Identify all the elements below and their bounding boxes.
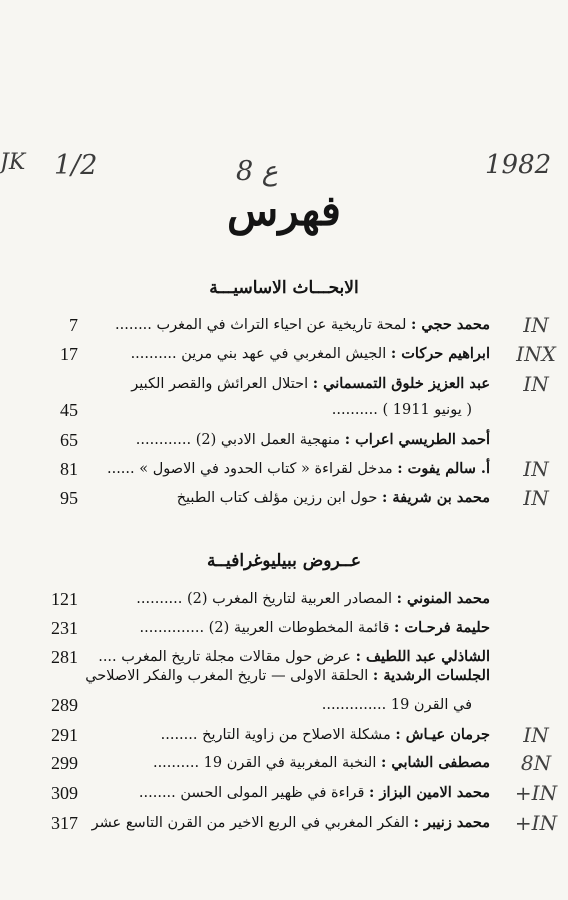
entry-line [78, 341, 490, 367]
page-number: 317 [51, 813, 78, 833]
entry-title: حول ابن رزين مؤلف كتاب الطبيخ [176, 490, 378, 506]
handwritten-mark: +IN [514, 811, 558, 835]
handwritten-mark: 8N [520, 751, 552, 775]
entry-title: مدخل لقراءة « كتاب الحدود في الاصول » [139, 461, 393, 477]
handwritten-mark: IN [523, 723, 549, 747]
page-number: 17 [60, 344, 78, 364]
toc-entry [0, 615, 568, 641]
entry-line [78, 692, 472, 718]
entry-line [78, 810, 490, 836]
entry-author: مصطفى الشابي : [380, 754, 490, 771]
entry-title: في القرن 19 [390, 697, 472, 713]
toc-entry [0, 750, 568, 776]
entry-title: قائمة المخطوطات العربية (2) [208, 620, 390, 636]
toc-entry [0, 456, 568, 482]
toc-entry [0, 722, 568, 748]
entry-title: الفكر المغربي في الربع الاخير من القرن التاسع عشر [91, 815, 410, 831]
entry-author: محمد المنوني : [396, 590, 490, 607]
entry-line [78, 586, 490, 612]
handwritten-mark: +IN [514, 781, 558, 805]
entry-title: المصادر العربية لتاريخ المغرب (2) [187, 591, 392, 607]
entry-title: احتلال العرائش والقصر الكبير [131, 376, 309, 392]
leader-dots: ........ [160, 727, 203, 743]
toc-entry [0, 312, 568, 338]
entry-line [78, 312, 490, 338]
entry-title: الحلقة الاولى — تاريخ المغرب والفكر الاصلاحي [85, 668, 369, 684]
toc-entry [0, 663, 568, 689]
leader-dots: ...... [106, 461, 140, 477]
handwritten-mark: IN [523, 372, 549, 396]
entry-author: الشاذلي عبد اللطيف : [355, 648, 490, 665]
leader-dots: .......... [152, 755, 204, 771]
page-number: 95 [60, 488, 78, 508]
page-number: 65 [60, 430, 78, 450]
entry-author: أ. سالم يفوت : [397, 460, 490, 477]
entry-author: عبد العزيز خلوق التمسماني : [312, 375, 490, 392]
toc-entry [0, 780, 568, 806]
page-title: فهرس [227, 186, 341, 235]
entry-line [78, 780, 490, 806]
entry-line [78, 485, 490, 511]
entry-title: الجيش المغربي في عهد بني مرين [181, 346, 387, 362]
entry-author: محمد الامين البزاز : [369, 784, 490, 801]
entry-title: منهجية العمل الادبي (2) [195, 432, 341, 448]
entry-line [78, 397, 472, 423]
page-number: 299 [51, 753, 78, 773]
entry-author: محمد زنيبر : [413, 814, 490, 831]
entry-author: حليمة فرحـات : [394, 619, 490, 636]
entry-line [78, 663, 490, 689]
entry-line [78, 750, 490, 776]
leader-dots: .......... [331, 402, 383, 418]
page-number: 45 [60, 400, 78, 420]
page-number: 291 [51, 725, 78, 745]
toc-entry [0, 341, 568, 367]
entry-title: لمحة تاريخية عن احياء التراث في المغرب [156, 317, 407, 333]
page-number: 231 [51, 618, 78, 638]
page-number: 121 [51, 589, 78, 609]
leader-dots: .......... [130, 346, 182, 362]
page-number: 7 [69, 315, 78, 335]
section-title-bibliography: عــروض ببيليوغرافيــة [206, 551, 362, 571]
toc-entry [0, 427, 568, 453]
entry-line [78, 615, 490, 641]
section-title-research: الابحـــاث الاساسيـــة [209, 278, 359, 298]
entry-title: عرض حول مقالات مجلة تاريخ المغرب [121, 649, 351, 665]
handwritten-mark: INX [516, 342, 556, 366]
leader-dots: ........ [138, 785, 181, 801]
toc-entry [0, 397, 568, 423]
entry-line [78, 722, 490, 748]
entry-author: الجلسات الرشدية : [372, 667, 490, 684]
entry-author: ابراهيم حركات : [390, 345, 490, 362]
toc-entry [0, 485, 568, 511]
handwritten-fraction: 1/2 [54, 150, 98, 181]
entry-title: ( يونيو 1911 ) [382, 402, 472, 418]
toc-entry [0, 586, 568, 612]
entry-title: مشكلة الاصلاح من زاوية التاريخ [202, 727, 391, 743]
leader-dots: .... [98, 649, 122, 665]
entry-line [78, 427, 490, 453]
entry-author: محمد بن شريفة : [382, 489, 490, 506]
entry-author: جرمان عيـاش : [395, 726, 490, 743]
entry-title: النخبة المغربية في القرن 19 [203, 755, 377, 771]
entry-author: محمد حجي : [411, 316, 490, 333]
page-number: 309 [51, 783, 78, 803]
leader-dots: .............. [321, 697, 391, 713]
handwritten-mark: IN [523, 313, 549, 337]
page-number: 289 [51, 695, 78, 715]
toc-entry [0, 810, 568, 836]
entry-line [78, 371, 490, 397]
leader-dots: ........ [115, 317, 157, 333]
entry-author: أحمد الطريسي اعراب : [344, 431, 490, 448]
leader-dots: .............. [139, 620, 209, 636]
entry-line [78, 456, 490, 482]
leader-dots: ............ [135, 432, 196, 448]
handwritten-code: JK [0, 150, 26, 175]
toc-entry [0, 692, 568, 718]
handwritten-mark: IN [523, 457, 549, 481]
handwritten-number: 8 ع [236, 156, 278, 187]
page-number: 81 [60, 459, 78, 479]
toc-entry [0, 371, 568, 397]
entry-title: قراءة في ظهير المولى الحسن [180, 785, 365, 801]
handwritten-year: 1982 [485, 150, 552, 180]
handwritten-mark: IN [523, 486, 549, 510]
leader-dots: .......... [136, 591, 187, 607]
page-number: 281 [51, 647, 78, 667]
